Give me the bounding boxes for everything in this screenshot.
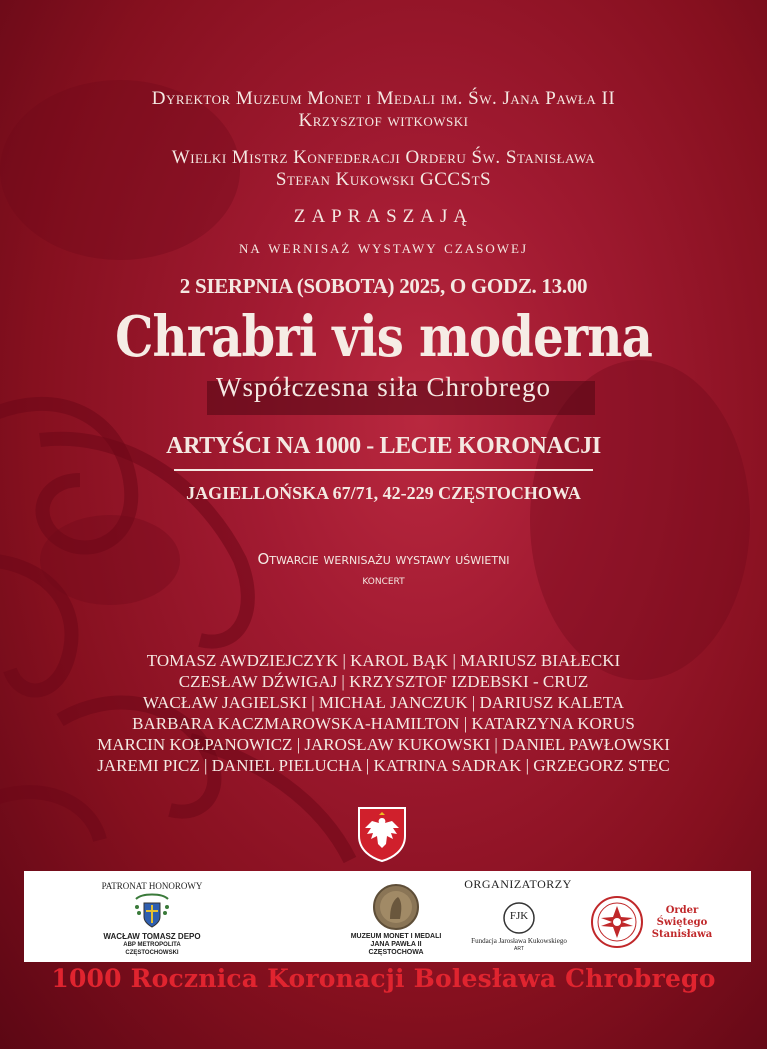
artists-line: CZESŁAW DŹWIGAJ | KRZYSZTOF IZDEBSKI - CRUZ <box>178 672 589 691</box>
order-line: Order <box>665 905 699 916</box>
exhibition-title: Chrabri vis moderna <box>115 304 652 370</box>
museum-patron: JANA PAWŁA II <box>370 941 422 948</box>
sponsor-bar <box>24 871 751 962</box>
fjk-name: Fundacja Jarosława Kukowskiego <box>471 937 567 945</box>
patron-city: CZĘSTOCHOWSKI <box>125 950 179 956</box>
invite-heading: ZAPRASZAJĄ <box>293 206 474 227</box>
fjk-art: ART <box>514 946 524 952</box>
grand-master-name: Stefan Kukowski GCCStS <box>275 169 492 190</box>
anniversary-footer: 1000 Rocznica Koronacji Bolesława Chrobrego <box>51 964 716 993</box>
artists-line: BARBARA KACZMAROWSKA-HAMILTON | KATARZYNA KORUS <box>132 714 635 733</box>
order-name <box>644 905 720 941</box>
order-line: Świętego <box>656 917 708 928</box>
patron-name: WACŁAW TOMASZ DEPO <box>103 932 201 941</box>
director-title: Dyrektor Muzeum Monet i Medali im. Św. Jana Pawła II <box>151 88 616 109</box>
venue-address: JAGIELLOŃSKA 67/71, 42-229 CZĘSTOCHOWA <box>186 483 581 503</box>
fjk-logo-text: FJK <box>509 910 529 922</box>
order-cross-icon <box>590 895 644 949</box>
artists-line: JAREMI PICZ | DANIEL PIELUCHA | KATRINA SADRAK | GRZEGORZ STEC <box>97 756 670 775</box>
artists-heading: ARTYŚCI NA 1000 - LECIE KORONACJI <box>166 433 601 459</box>
patron-title: ABP METROPOLITA <box>123 942 181 948</box>
artists-line: TOMASZ AWDZIEJCZYK | KAROL BĄK | MARIUSZ BIAŁECKI <box>146 651 621 670</box>
exhibition-subtitle: Współczesna siła Chrobrego <box>216 372 551 402</box>
organizers-label: ORGANIZATORZY <box>464 877 572 891</box>
artists-line: MARCIN KOŁPANOWICZ | JAROSŁAW KUKOWSKI | DANIEL PAWŁOWSKI <box>97 735 670 754</box>
artists-line: WACŁAW JAGIELSKI | MICHAŁ JANCZUK | DARIUSZ KALETA <box>142 693 625 712</box>
patron-block <box>82 933 222 957</box>
museum-name: MUZEUM MONET I MEDALI <box>350 933 442 940</box>
museum-block <box>336 933 456 957</box>
concert-note: koncert <box>362 573 405 588</box>
opening-note: Otwarcie wernisażu wystawy uświetni <box>257 550 510 568</box>
artists-list <box>0 650 767 776</box>
crest-icon <box>132 893 172 931</box>
heading-underline <box>174 469 593 471</box>
invite-subheading: na wernisaż wystawy czasowej <box>238 237 529 257</box>
event-date: 2 SIERPNIA (SOBOTA) 2025, O GODZ. 13.00 <box>179 274 588 298</box>
museum-city: CZĘSTOCHOWA <box>368 949 424 956</box>
order-line: Stanisława <box>651 929 713 940</box>
director-name: Krzysztof witkowski <box>298 110 469 131</box>
medal-icon <box>372 883 420 931</box>
white-eagle-icon <box>357 806 407 862</box>
grand-master-title: Wielki Mistrz Konfederacji Orderu Św. Stanisława <box>171 147 596 168</box>
patronat-label: PATRONAT HONOROWY <box>101 881 203 891</box>
